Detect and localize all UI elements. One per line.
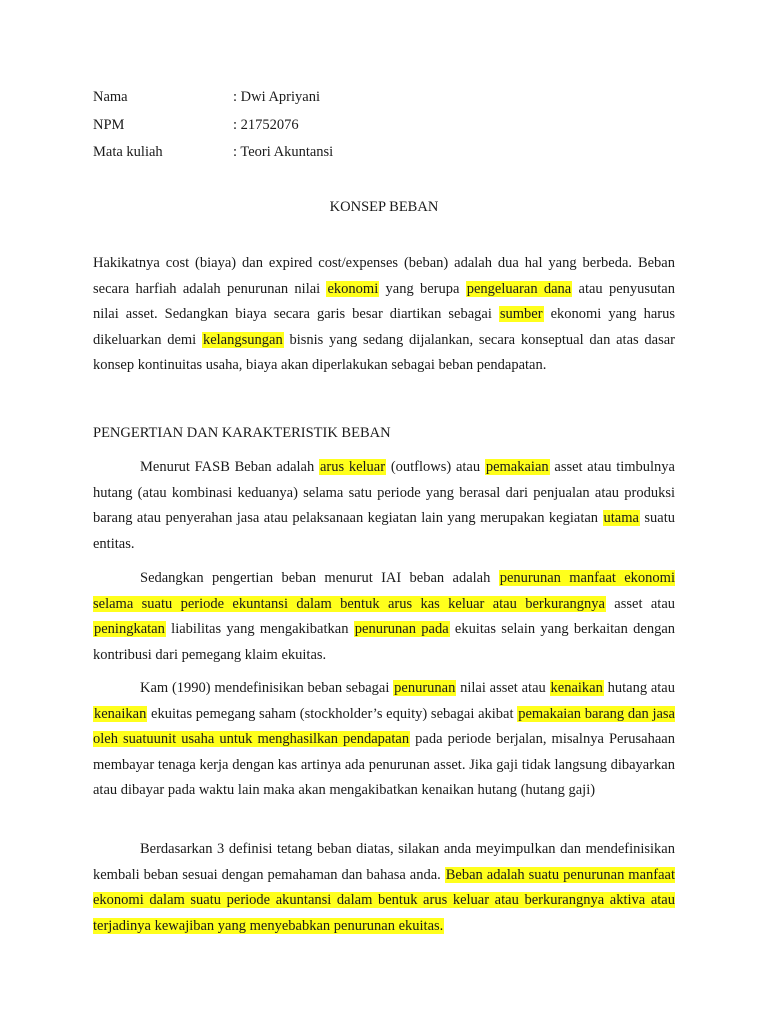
iai-paragraph [93,566,675,668]
p2-text-4: ekuitas selain yang berkaitan dengan kontribusi dari pemegang klaim ekuitas. [93,621,676,663]
p2-highlight-2: peningkatan [94,621,165,637]
p2-text-1: Sedangkan pengertian beban menurut IAI beban adalah [140,570,499,586]
p2-text-3: liabilitas yang mengakibatkan [165,621,354,637]
p3-text-2: nilai asset atau [456,680,550,696]
intro-text-1: Hakikatnya cost (biaya) dan expired cost/expenses (beban) adalah dua hal yang berbeda. Beban secara harfiah adalah penurunan nilai [93,255,675,297]
name-value: : Dwi Apriyani [233,89,320,105]
p2-highlight-1: penurunan manfaat ekonomi selama suatu periode ekuntansi dalam bentuk arus kas keluar atau berkurangnya [93,570,675,612]
p3-highlight-2: kenaikan [550,680,603,696]
intro-text-2: yang berupa [379,280,466,297]
intro-text-3: atau penyusutan nilai asset. Sedangkan biaya secara garis besar diartikan sebagai [93,280,675,322]
p3-highlight-4: pemakaian barang dan jasa oleh suatuunit usaha untuk menghasilkan pendapatan [93,705,675,747]
p1-text-1: Menurut FASB Beban adalah [140,459,319,475]
p3-text-1: Kam (1990) mendefinisikan beban sebagai [140,680,394,696]
intro-highlight-4: kelangsungan [202,331,283,348]
course-value: : Teori Akuntansi [233,144,334,160]
p3-highlight-1: penurunan [394,680,456,696]
npm-label: NPM [93,117,125,133]
p1-highlight-2: pemakaian [485,459,549,475]
p1-text-4: suatu entitas. [93,510,675,552]
p3-text-4: ekuitas pemegang saham (stockholder’s equity) sebagai akibat [147,705,518,722]
name-label: Nama [93,89,128,105]
p3-text-5: pada periode berjalan, misalnya Perusahaan membayar tenaga kerja dengan kas artinya ada penurunan asset. Jika gaji tidak langsung dibayarkan atau dibayar pada waktu lain maka akan mengakibatkan kenaikan hutang (hutang gaji) [93,731,675,798]
intro-paragraph [93,251,675,379]
p1-highlight-1: arus keluar [319,459,386,475]
p2-highlight-3: penurunan pada [354,621,449,637]
intro-highlight-1: ekonomi [327,280,379,297]
intro-text-5: bisnis yang sedang dijalankan, secara konseptual dan atas dasar konsep kontinuitas usaha, biaya akan diperlakukan sebagai beban pendapatan. [93,331,675,373]
p1-highlight-3: utama [603,510,639,526]
p3-text-3: hutang atau [603,680,675,696]
p3-highlight-3: kenaikan [94,705,147,722]
course-label: Mata kuliah [93,144,163,160]
p1-text-3: asset atau timbulnya hutang (atau kombinasi keduanya) selama satu periode yang berasal dari penjualan atau produksi barang atau penyerahan jasa atau pelaksanaan kegiatan lain yang merupakan kegiatan [93,459,675,526]
kam-paragraph [93,676,675,804]
p4-highlight-1: Beban adalah suatu penurunan manfaat ekonomi dalam suatu periode akuntansi dalam bentuk arus keluar atau berkurangnya aktiva atau terjadinya kewajiban yang menyebabkan penurunan ekuitas. [93,866,675,934]
npm-row [93,116,299,134]
conclusion-paragraph [93,837,675,939]
p1-text-2: (outflows) atau [386,459,485,475]
p2-text-2: asset atau [605,595,675,612]
intro-highlight-2: pengeluaran dana [466,280,572,297]
p4-text-1: Berdasarkan 3 definisi tetang beban diatas, silakan anda meyimpulkan dan mendefinisikan kembali beban sesuai dengan pemahaman dan bahasa anda. [93,841,675,883]
document-title: KONSEP BEBAN [329,199,439,215]
fasb-paragraph [93,455,675,557]
course-row [93,143,333,161]
npm-value: : 21752076 [233,117,299,133]
name-row [93,88,320,106]
section-heading: PENGERTIAN DAN KARAKTERISTIK BEBAN [93,425,391,441]
intro-highlight-3: sumber [499,306,543,322]
intro-text-4: ekonomi yang harus dikeluarkan demi [93,306,675,348]
